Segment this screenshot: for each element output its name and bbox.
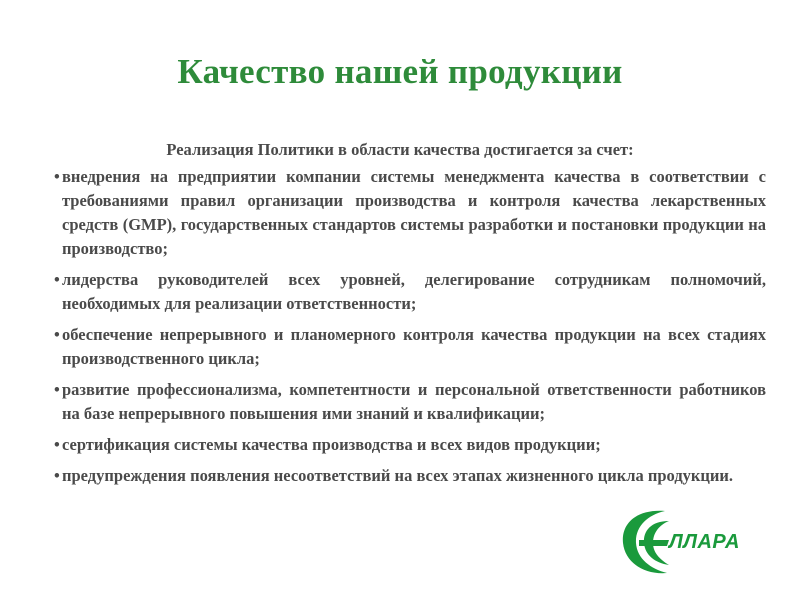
list-item-text: внедрения на предприятии компании системы менеджмента качества в соответствии с требованиями правил организации производства и контроля качества лекарственных средств (GMP), государственных стандартов системы разработки и постановки продукции на производство; xyxy=(62,167,766,258)
company-logo xyxy=(617,505,777,580)
logo-text: ЛЛАРА xyxy=(669,531,740,553)
slide-subtitle: Реализация Политики в области качества достигается за счет: xyxy=(166,140,634,159)
slide-title: Качество нашей продукции xyxy=(177,52,623,91)
list-item-text: сертификация системы качества производства и всех видов продукции; xyxy=(62,435,601,454)
bullet-icon: • xyxy=(54,435,60,454)
bullet-icon: • xyxy=(54,466,60,485)
list-item xyxy=(54,464,766,488)
list-item-text: предупреждения появления несоответствий на всех этапах жизненного цикла продукции. xyxy=(62,466,734,485)
bullet-icon: • xyxy=(54,325,60,344)
list-item-text: обеспечение непрерывного и планомерного контроля качества продукции на всех стадиях производственного цикла; xyxy=(62,325,766,368)
bullet-list xyxy=(54,165,766,495)
list-item xyxy=(54,433,766,457)
list-item xyxy=(54,268,766,316)
list-item xyxy=(54,323,766,371)
list-item-text: лидерства руководителей всех уровней, делегирование сотрудникам полномочий, необходимых для реализации ответственности; xyxy=(62,270,766,313)
bullet-icon: • xyxy=(54,167,60,186)
bullet-icon: • xyxy=(54,270,60,289)
list-item xyxy=(54,165,766,261)
list-item-text: развитие профессионализма, компетентности и персональной ответственности работников на базе непрерывного повышения ими знаний и квалификации; xyxy=(62,380,766,423)
bullet-icon: • xyxy=(54,380,60,399)
list-item xyxy=(54,378,766,426)
